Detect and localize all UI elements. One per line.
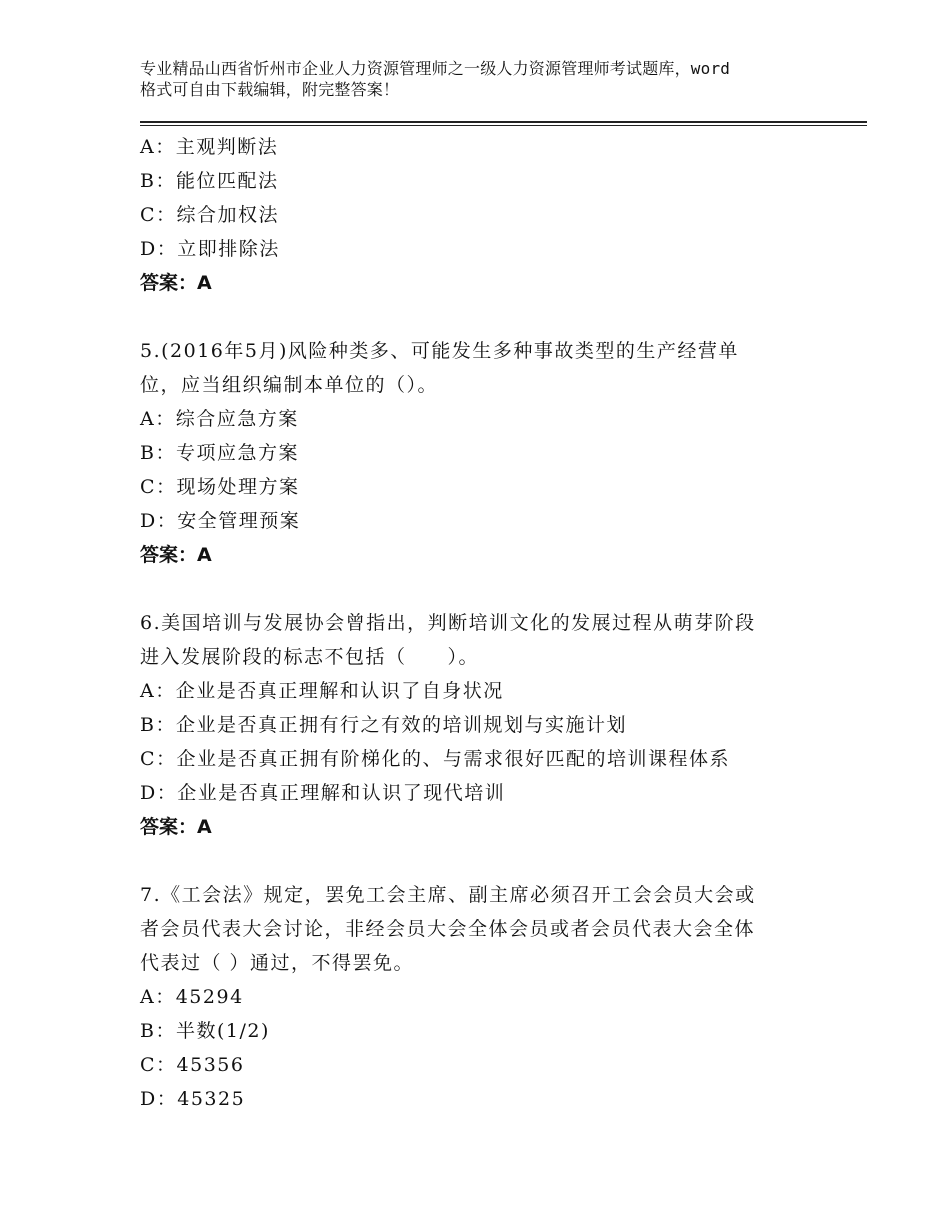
question-stem-line: 进入发展阶段的标志不包括（ ）。 (140, 646, 480, 668)
answer: 答案：A (140, 544, 212, 566)
option-d: D：45325 (140, 1088, 246, 1110)
option-a: A：主观判断法 (140, 136, 279, 158)
option-b: B：半数(1/2) (140, 1020, 270, 1042)
option-b: B：专项应急方案 (140, 442, 299, 464)
option-b: B：企业是否真正拥有行之有效的培训规划与实施计划 (140, 714, 627, 736)
header-divider-thin (140, 125, 867, 126)
option-d: D：立即排除法 (140, 238, 280, 260)
answer: 答案：A (140, 272, 212, 294)
question-5 (140, 334, 820, 572)
question-gap (140, 844, 820, 878)
question-list (140, 130, 820, 1116)
option-c: C：企业是否真正拥有阶梯化的、与需求很好匹配的培训课程体系 (140, 748, 731, 770)
answer: 答案：A (140, 816, 212, 838)
option-b: B：能位匹配法 (140, 170, 279, 192)
header-line-2: 格式可自由下载编辑，附完整答案！ (140, 80, 400, 99)
question-stem-line: 位，应当组织编制本单位的（）。 (140, 374, 439, 396)
question-stem-line: 5.(2016年5月)风险种类多、可能发生多种事故类型的生产经营单 (140, 340, 739, 362)
question-4 (140, 130, 820, 300)
question-7 (140, 878, 820, 1116)
option-a: A：企业是否真正理解和认识了自身状况 (140, 680, 504, 702)
header-divider-thick (140, 121, 867, 123)
question-gap (140, 572, 820, 606)
question-stem-line: 者会员代表大会讨论，非经会员大会全体会员或者会员代表大会全体 (140, 918, 756, 940)
question-6 (140, 606, 820, 844)
option-d: D：安全管理预案 (140, 510, 301, 532)
question-stem-line: 7.《工会法》规定，罢免工会主席、副主席必须召开工会会员大会或 (140, 884, 756, 906)
option-c: C：综合加权法 (140, 204, 280, 226)
option-c: C：现场处理方案 (140, 476, 300, 498)
question-stem-line: 6.美国培训与发展协会曾指出，判断培训文化的发展过程从萌芽阶段 (140, 612, 756, 634)
option-c: C：45356 (140, 1054, 245, 1076)
option-a: A：45294 (140, 986, 244, 1008)
question-stem-line: 代表过（ ）通过，不得罢免。 (140, 952, 415, 974)
question-gap (140, 300, 820, 334)
document-header (140, 58, 830, 100)
option-d: D：企业是否真正理解和认识了现代培训 (140, 782, 506, 804)
option-a: A：综合应急方案 (140, 408, 299, 430)
header-line-1: 专业精品山西省忻州市企业人力资源管理师之一级人力资源管理师考试题库，word (140, 59, 731, 78)
